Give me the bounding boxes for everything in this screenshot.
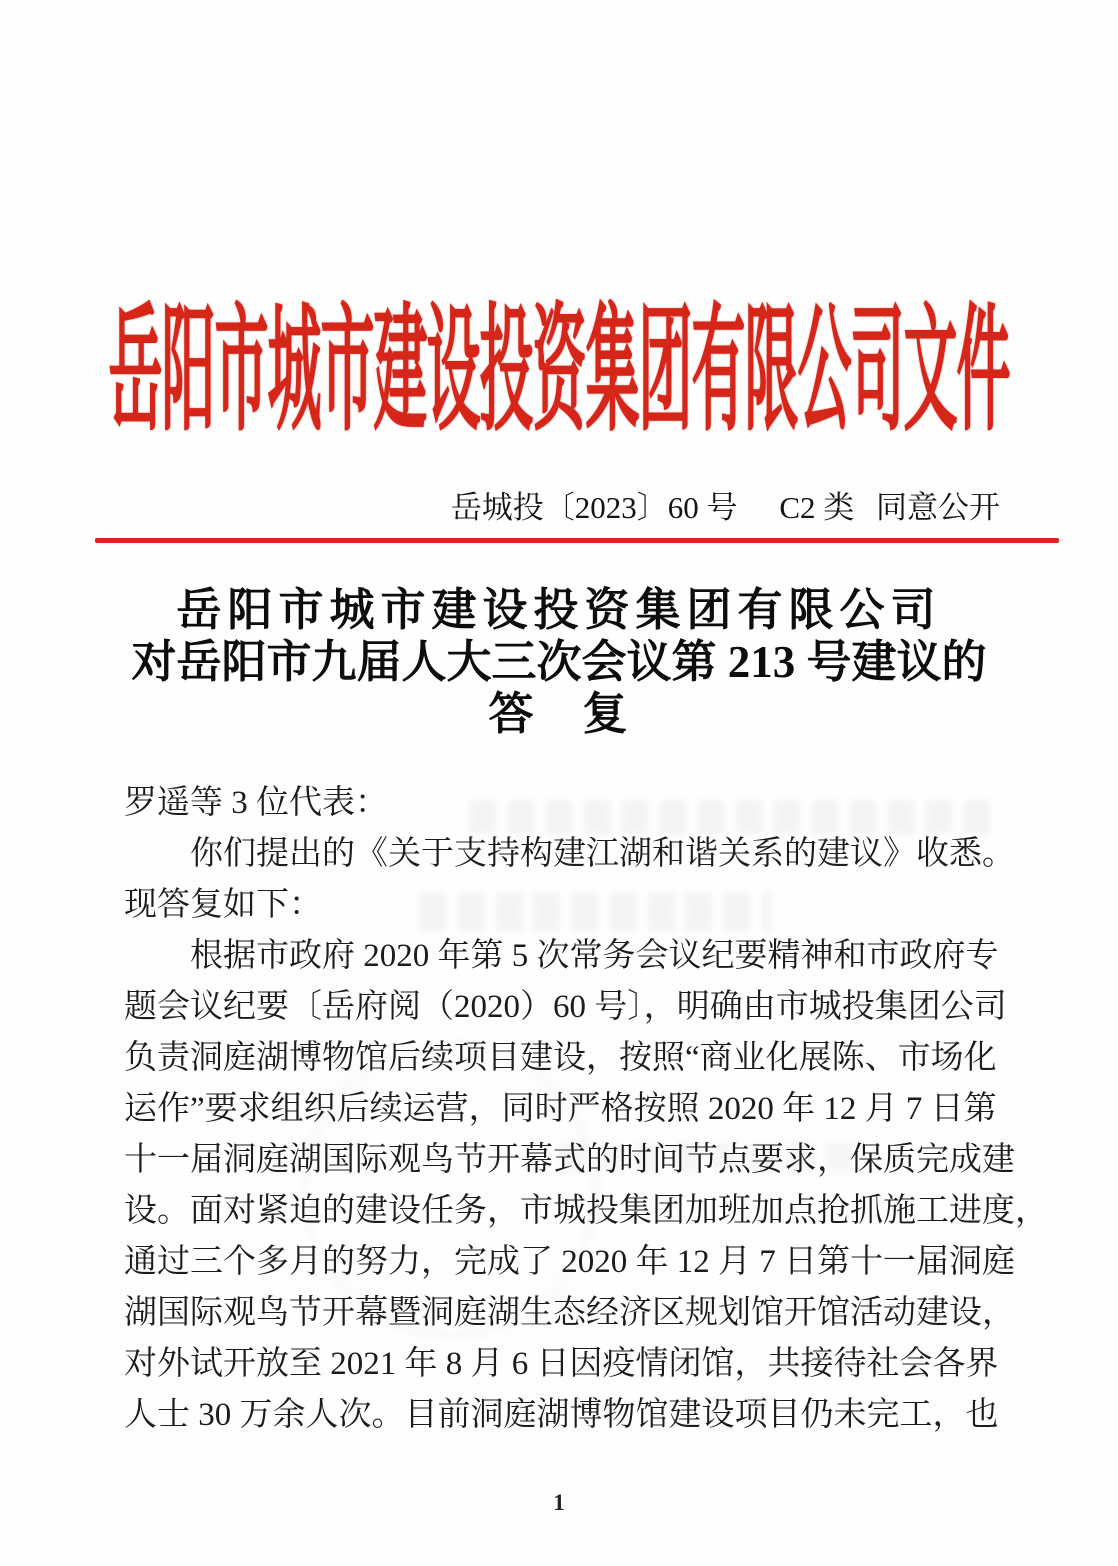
body-line: 现答复如下： xyxy=(124,887,322,923)
body-line: 罗遥等 3 位代表： xyxy=(124,785,388,821)
body-line: 负责洞庭湖博物馆后续项目建设，按照“商业化展陈、市场化 xyxy=(124,1040,997,1076)
document-body xyxy=(124,778,1048,1441)
body-line: 运作”要求组织后续运营，同时严格按照 2020 年 12 月 7 日第 xyxy=(124,1091,997,1127)
red-letterhead-title: 岳阳市城市建设投资集团有限公司文件 xyxy=(108,295,1010,449)
body-line: 通过三个多月的努力，完成了 2020 年 12 月 7 日第十一届洞庭 xyxy=(124,1244,1015,1280)
body-line: 你们提出的《关于支持构建江湖和谐关系的建议》收悉。 xyxy=(190,836,1015,872)
body-line: 湖国际观鸟节开幕暨洞庭湖生态经济区规划馆开馆活动建设， xyxy=(124,1295,1015,1331)
body-line: 根据市政府 2020 年第 5 次常务会议纪要精神和市政府专 xyxy=(190,938,999,974)
title-line-2: 对岳阳市九届人大三次会议第 213 号建议的 xyxy=(131,637,987,687)
body-line: 十一届洞庭湖国际观鸟节开幕式的时间节点要求，保质完成建 xyxy=(124,1142,1015,1178)
red-divider-line xyxy=(95,538,1059,543)
doc-classification: C2 类 xyxy=(779,490,855,525)
doc-number-line xyxy=(451,482,1000,527)
body-line: 题会议纪要〔岳府阅（2020）60 号〕，明确由市城投集团公司 xyxy=(124,989,1007,1025)
body-line: 人士 30 万余人次。目前洞庭湖博物馆建设项目仍未完工，也 xyxy=(124,1397,999,1433)
doc-publicity-status: 同意公开 xyxy=(876,490,1000,525)
doc-number: 岳城投〔2023〕60 号 xyxy=(450,490,738,525)
title-line-3: 答 复 xyxy=(488,689,630,739)
title-line-1: 岳阳市城市建设投资集团有限公司 xyxy=(176,585,942,635)
body-line: 设。面对紧迫的建设任务，市城投集团加班加点抢抓施工进度， xyxy=(124,1193,1048,1229)
document-title xyxy=(0,584,1118,740)
body-line: 对外试开放至 2021 年 8 月 6 日因疫情闭馆，共接待社会各界 xyxy=(124,1346,999,1382)
page-number: 1 xyxy=(553,1490,565,1515)
